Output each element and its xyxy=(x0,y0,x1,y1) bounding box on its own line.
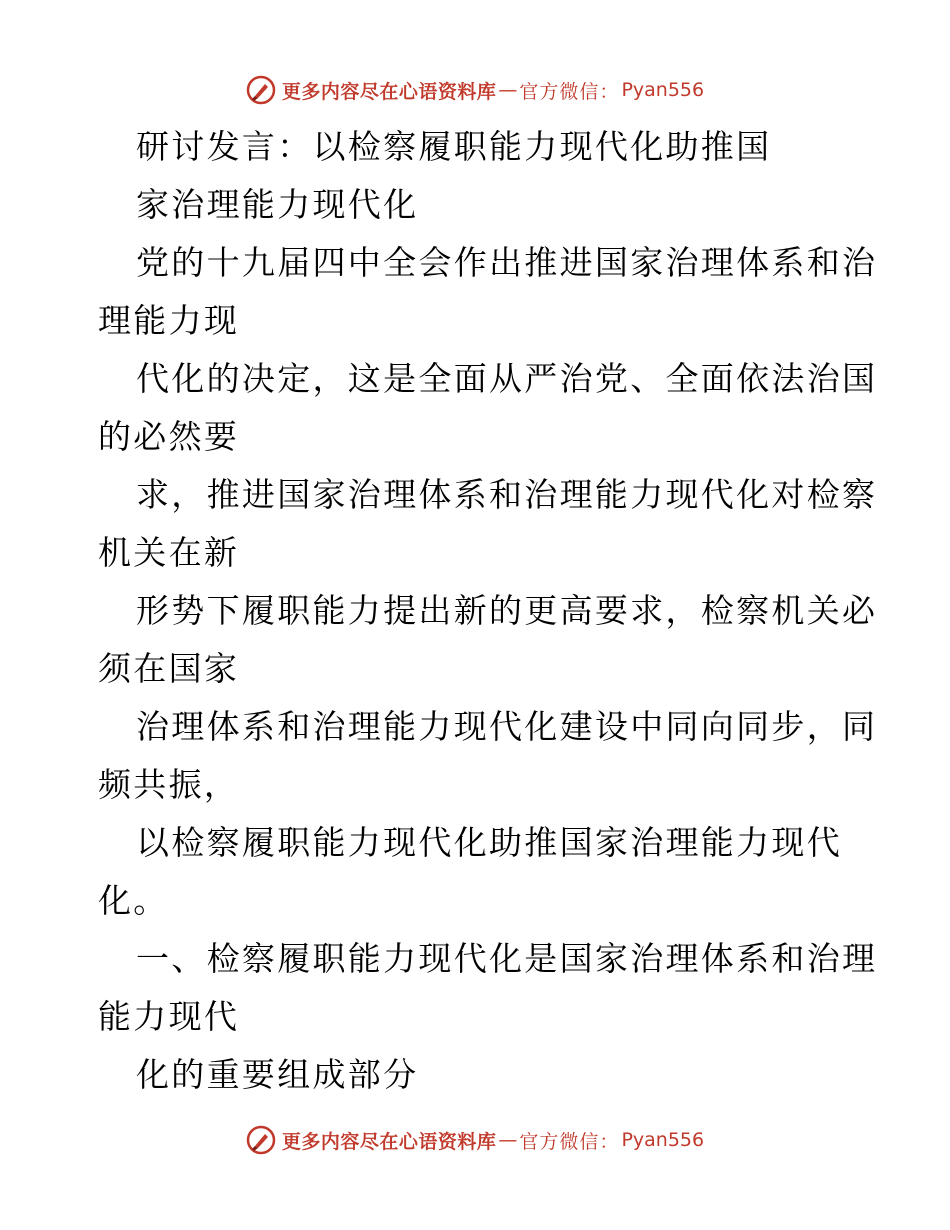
text-line: 党的十九届四中全会作出推进国家治理体系和治 xyxy=(136,243,878,282)
text-line: 一、检察履职能力现代化是国家治理体系和治理 xyxy=(136,939,878,978)
text-line: 化。 xyxy=(98,881,169,920)
text-line: 家治理能力现代化 xyxy=(136,185,419,224)
pen-nib-logo-icon xyxy=(246,75,276,105)
text-line: 须在国家 xyxy=(98,649,240,688)
watermark-text: 更多内容尽在心语资料库 xyxy=(281,1130,497,1153)
document-body xyxy=(98,118,878,1104)
text-line: 机关在新 xyxy=(98,533,240,572)
watermark-dash: — xyxy=(498,1129,518,1151)
text-line: 频共振， xyxy=(98,765,240,804)
watermark-text: 更多内容尽在心语资料库 xyxy=(281,80,497,103)
footer-watermark xyxy=(0,1120,950,1160)
text-line: 代化的决定，这是全面从严治党、全面依法治国 xyxy=(136,359,878,398)
text-line: 理能力现 xyxy=(98,301,240,340)
text-line: 形势下履职能力提出新的更高要求，检察机关必 xyxy=(136,591,878,630)
text-line: 治理体系和治理能力现代化建设中同向同步，同 xyxy=(136,707,878,746)
text-line: 研讨发言：以检察履职能力现代化助推国 xyxy=(136,127,772,166)
pen-nib-logo-icon xyxy=(246,1125,276,1155)
watermark-wechat-label: 官方微信： xyxy=(519,80,620,103)
text-line: 化的重要组成部分 xyxy=(136,1055,419,1094)
watermark-wechat-id: Pyan556 xyxy=(621,79,705,101)
text-line: 以检察履职能力现代化助推国家治理能力现代 xyxy=(136,823,842,862)
header-watermark xyxy=(0,70,950,110)
watermark-dash: — xyxy=(498,79,518,101)
watermark-wechat-label: 官方微信： xyxy=(519,1130,620,1153)
text-line: 的必然要 xyxy=(98,417,240,456)
text-line: 求，推进国家治理体系和治理能力现代化对检察 xyxy=(136,475,878,514)
watermark-wechat-id: Pyan556 xyxy=(621,1129,705,1151)
text-line: 能力现代 xyxy=(98,997,240,1036)
